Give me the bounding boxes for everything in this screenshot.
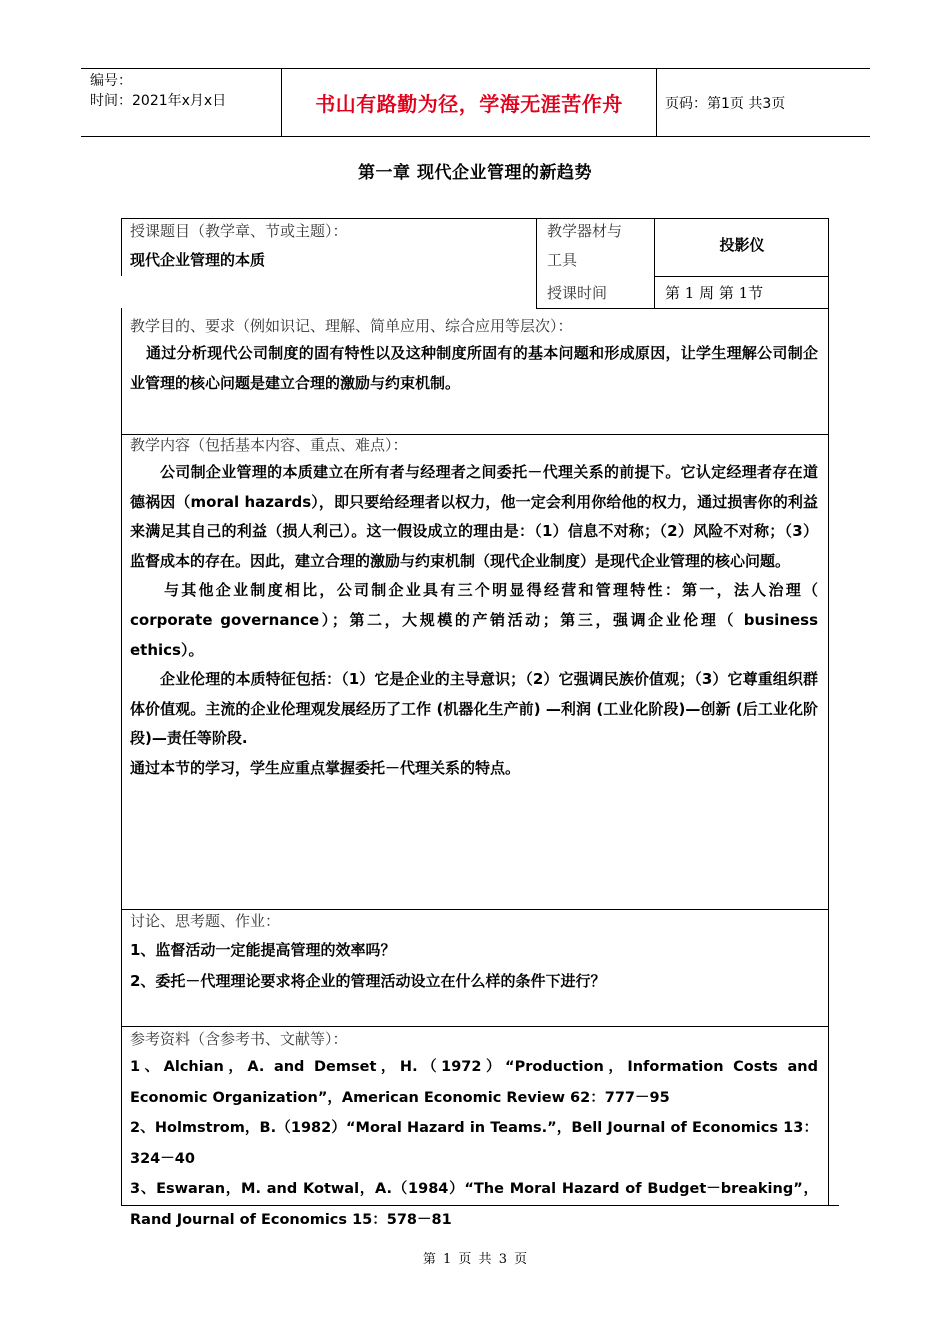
teaching-time-value: 第 1 周 第 1节 xyxy=(665,284,764,302)
table-rule xyxy=(536,308,829,309)
header-page-number: 页码：第1页 共3页 xyxy=(665,95,786,112)
reference-item: 2、Holmstrom，B.（1982）“Moral Hazard in Teams.”，Bell Journal of Economics 13：324－40 xyxy=(130,1120,818,1167)
header-motto-cell xyxy=(281,69,657,136)
document-header xyxy=(81,68,870,137)
table-rule xyxy=(654,218,655,308)
header-meta-cell xyxy=(81,69,281,136)
topic-label: 授课题目（教学章、节或主题）： xyxy=(130,222,348,240)
equipment-label-line2: 工具 xyxy=(547,251,578,269)
objectives-text: 通过分析现代公司制度的固有特性以及这种制度所固有的基本问题和形成原因，让学生理解公司制企业管理的核心问题是建立合理的激励与约束机制。 xyxy=(130,344,818,392)
table-rule xyxy=(536,218,537,308)
header-page-cell xyxy=(657,69,870,136)
lesson-plan-table xyxy=(121,218,829,1228)
references-label: 参考资料（含参考书、文献等）： xyxy=(130,1030,348,1048)
number-label: 编号： xyxy=(90,73,132,89)
content-label: 教学内容（包括基本内容、重点、难点）： xyxy=(130,436,408,454)
references-list xyxy=(130,1052,818,1235)
content-paragraph: 与其他企业制度相比，公司制企业具有三个明显得经营和管理特性：第一，法人治理（ corporate governance）；第二，大规模的产销活动；第三，强调企业伦理（ business ethics）。 xyxy=(130,581,818,659)
table-border-left xyxy=(121,218,122,276)
equipment-value: 投影仪 xyxy=(719,236,765,254)
table-rule xyxy=(121,1026,829,1027)
reference-item: 1、Alchian，A. and Demset，H.（1972）“Production，Information Costs and Economic Organization”，American Economic Review 62：777－95 xyxy=(130,1059,818,1106)
topic-value: 现代企业管理的本质 xyxy=(130,251,266,269)
table-border-left xyxy=(121,308,122,1206)
table-border-top xyxy=(121,218,829,219)
content-paragraph: 公司制企业管理的本质建立在所有者与经理者之间委托－代理关系的前提下。它认定经理者存在道德祸因（moral hazards），即只要给经理者以权力，他一定会利用你给他的权力，通过损害你的利益来满足其自己的利益（损人利己）。这一假设成立的理由是：（1）信息不对称；（2）风险不对称；（3）监督成本的存在。因此，建立合理的激励与约束机制（现代企业制度）是现代企业管理的核心问题。 xyxy=(130,463,818,570)
discussion-item: 2、委托－代理理论要求将企业的管理活动设立在什么样的条件下进行？ xyxy=(130,972,606,990)
page-footer: 第 1 页 共 3 页 xyxy=(422,1252,528,1267)
content-text xyxy=(130,458,818,784)
chapter-title: 第一章 现代企业管理的新趋势 xyxy=(358,163,592,183)
motto-text: 书山有路勤为径，学海无涯苦作舟 xyxy=(315,92,623,116)
discussion-item: 1、监督活动一定能提高管理的效率吗？ xyxy=(130,941,396,959)
content-paragraph: 通过本节的学习，学生应重点掌握委托－代理关系的特点。 xyxy=(130,758,521,777)
teaching-time-label: 授课时间 xyxy=(547,284,608,302)
equipment-label-line1: 教学器材与 xyxy=(547,222,623,240)
content-paragraph: 企业伦理的本质特征包括：（1）它是企业的主导意识；（2）它强调民族价值观；（3）它尊重组织群体价值观。主流的企业伦理观发展经历了工作 (机器化生产前) —利润 (工业化阶段)—创新 (后工业化阶段)—责任等阶段. xyxy=(130,670,818,748)
table-border-right xyxy=(828,218,829,1206)
objectives-label: 教学目的、要求（例如识记、理解、简单应用、综合应用等层次）： xyxy=(130,317,573,335)
table-rule xyxy=(654,276,829,277)
date-line: 时间：2021年x月x日 xyxy=(90,93,227,109)
discussion-label: 讨论、思考题、作业： xyxy=(130,912,281,930)
reference-item: 3、Eswaran，M. and Kotwal，A.（1984）“The Moral Hazard of Budget－breaking”，Rand Journal of Economics 15：578－81 xyxy=(130,1181,818,1228)
